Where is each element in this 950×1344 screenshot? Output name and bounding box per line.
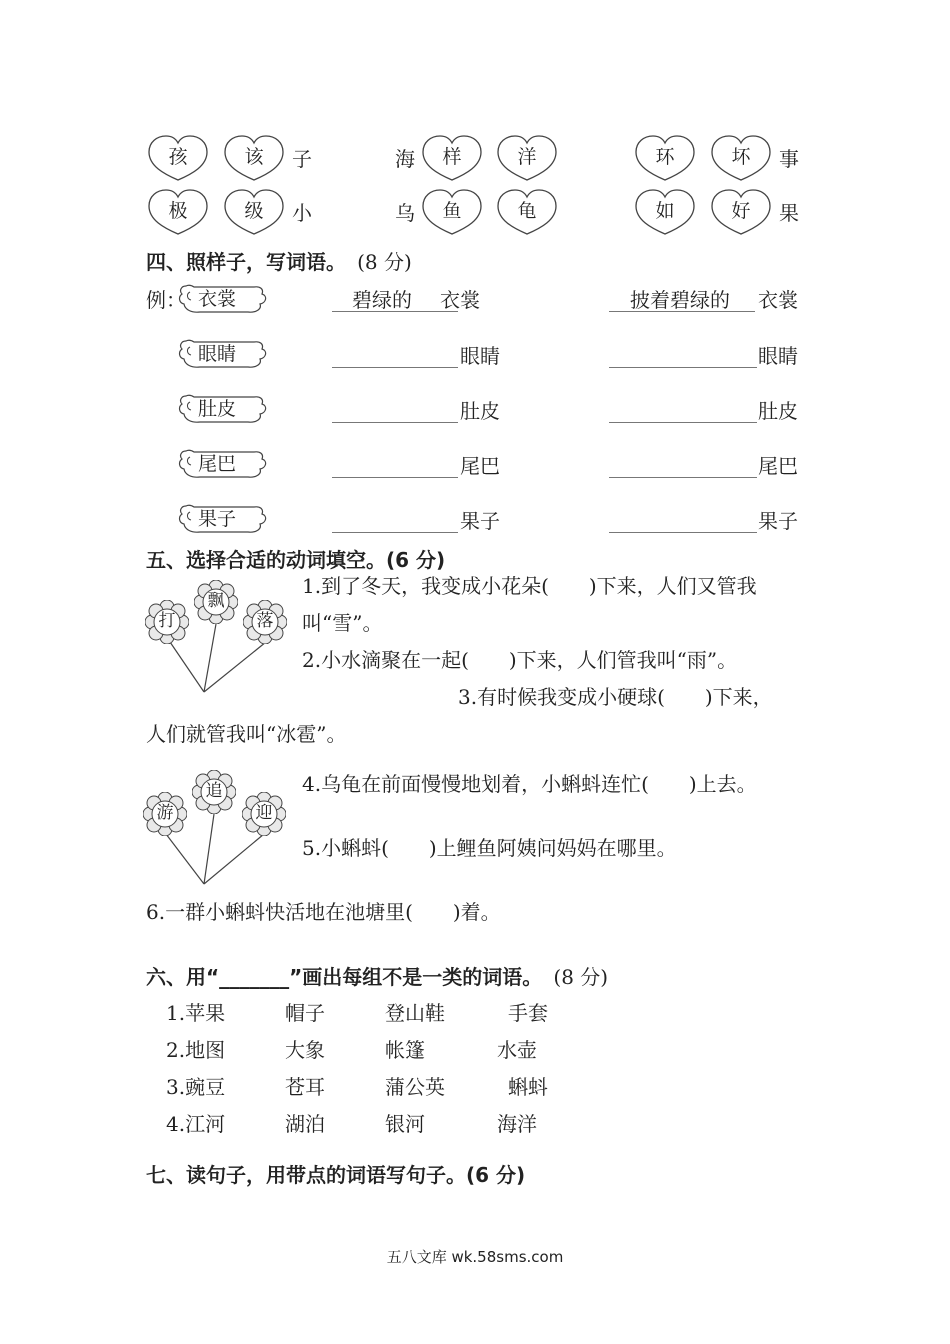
heart-char: 好 <box>731 200 751 222</box>
heart-box <box>495 134 559 182</box>
cloud-word: 眼睛 <box>176 338 272 370</box>
noun-label: 肚皮 <box>758 399 798 423</box>
heart-char: 鱼 <box>442 200 462 222</box>
flower: 追 <box>192 770 236 814</box>
noun-label: 肚皮 <box>460 399 500 423</box>
noun-label: 果子 <box>758 509 798 533</box>
noun-label: 尾巴 <box>460 454 500 478</box>
heart-box <box>222 134 286 182</box>
flower: 飘 <box>194 580 238 624</box>
word[interactable]: 手套 <box>508 1001 548 1025</box>
noun-label: 衣裳 <box>758 288 798 312</box>
flower: 打 <box>145 600 189 644</box>
heart-box <box>709 134 773 182</box>
question-3-line-2: 人们就管我叫“冰雹”。 <box>146 722 347 746</box>
heart-char: 如 <box>655 200 675 222</box>
word[interactable]: 苍耳 <box>285 1075 325 1099</box>
section6-heading: 六、用“_______”画出每组不是一类的词语。 (8 分) <box>146 965 609 989</box>
word[interactable]: 帽子 <box>285 1001 325 1025</box>
heart-box <box>495 188 559 236</box>
answer-line[interactable] <box>609 532 757 533</box>
heart-char: 龟 <box>517 200 537 222</box>
heart-box <box>633 134 697 182</box>
heart-box <box>146 134 210 182</box>
word-suffix: 果 <box>779 201 799 225</box>
question-3-line-1: 3.有时候我变成小硬球( )下来， <box>458 685 773 709</box>
heart-box <box>709 188 773 236</box>
noun-label: 衣裳 <box>440 288 480 312</box>
section5-heading: 五、选择合适的动词填空。(6 分) <box>146 548 446 572</box>
word[interactable]: 帐篷 <box>385 1038 425 1062</box>
heart-box <box>222 188 286 236</box>
word-suffix: 子 <box>292 147 312 171</box>
word[interactable]: 4.江河 <box>166 1112 226 1136</box>
cloud-word: 衣裳 <box>176 283 272 315</box>
cloud-word: 果子 <box>176 503 272 535</box>
cloud-word: 肚皮 <box>176 393 272 425</box>
answer-line[interactable] <box>609 477 757 478</box>
word[interactable]: 蒲公英 <box>385 1075 445 1099</box>
word[interactable]: 海洋 <box>497 1112 537 1136</box>
heart-box <box>420 134 484 182</box>
word-suffix: 小 <box>292 201 312 225</box>
heart-char: 环 <box>655 146 675 168</box>
word-prefix: 海 <box>395 147 415 171</box>
question-2: 2.小水滴聚在一起( )下来，人们管我叫“雨”。 <box>302 648 738 672</box>
heart-box <box>146 188 210 236</box>
word[interactable]: 登山鞋 <box>385 1001 445 1025</box>
question-4: 4.乌龟在前面慢慢地划着，小蝌蚪连忙( )上去。 <box>302 772 757 796</box>
word[interactable]: 银河 <box>385 1112 425 1136</box>
noun-label: 果子 <box>460 509 500 533</box>
heart-box <box>420 188 484 236</box>
word[interactable]: 3.豌豆 <box>166 1075 226 1099</box>
example-answer: 碧绿的 <box>352 288 412 312</box>
answer-line[interactable] <box>332 477 458 478</box>
example-label: 例： <box>146 288 186 312</box>
question-1-line-2: 叫“雪”。 <box>302 611 383 635</box>
heart-char: 孩 <box>168 146 188 168</box>
word[interactable]: 湖泊 <box>285 1112 325 1136</box>
word[interactable]: 大象 <box>285 1038 325 1062</box>
noun-label: 尾巴 <box>758 454 798 478</box>
answer-line[interactable] <box>609 422 757 423</box>
noun-label: 眼睛 <box>758 344 798 368</box>
question-6: 6.一群小蝌蚪快活地在池塘里( )着。 <box>146 900 501 924</box>
word-prefix: 乌 <box>395 201 415 225</box>
cloud-word: 尾巴 <box>176 448 272 480</box>
section7-heading: 七、读句子，用带点的词语写句子。(6 分) <box>146 1163 526 1187</box>
answer-line[interactable] <box>332 367 458 368</box>
answer-line[interactable] <box>609 367 757 368</box>
heart-char: 样 <box>442 146 462 168</box>
footer-watermark: 五八文库 wk.58sms.com <box>386 1248 564 1266</box>
question-5: 5.小蝌蚪( )上鲤鱼阿姨问妈妈在哪里。 <box>302 836 677 860</box>
word-suffix: 事 <box>779 147 799 171</box>
heart-char: 洋 <box>517 146 537 168</box>
heart-box <box>633 188 697 236</box>
flower: 落 <box>243 600 287 644</box>
question-1-line-1: 1.到了冬天，我变成小花朵( )下来，人们又管我 <box>302 574 757 598</box>
heart-char: 极 <box>168 200 188 222</box>
noun-label: 眼睛 <box>460 344 500 368</box>
answer-line[interactable] <box>332 422 458 423</box>
heart-char: 坏 <box>731 146 751 168</box>
word[interactable]: 2.地图 <box>166 1038 226 1062</box>
word[interactable]: 蝌蚪 <box>508 1075 548 1099</box>
heart-char: 级 <box>244 200 264 222</box>
section4-heading: 四、照样子，写词语。 (8 分) <box>146 250 412 274</box>
flower: 游 <box>143 792 187 836</box>
answer-line[interactable] <box>332 532 458 533</box>
word[interactable]: 1.苹果 <box>166 1001 226 1025</box>
example-answer: 披着碧绿的 <box>630 288 730 312</box>
flower: 迎 <box>242 792 286 836</box>
heart-char: 该 <box>244 146 264 168</box>
word[interactable]: 水壶 <box>497 1038 537 1062</box>
